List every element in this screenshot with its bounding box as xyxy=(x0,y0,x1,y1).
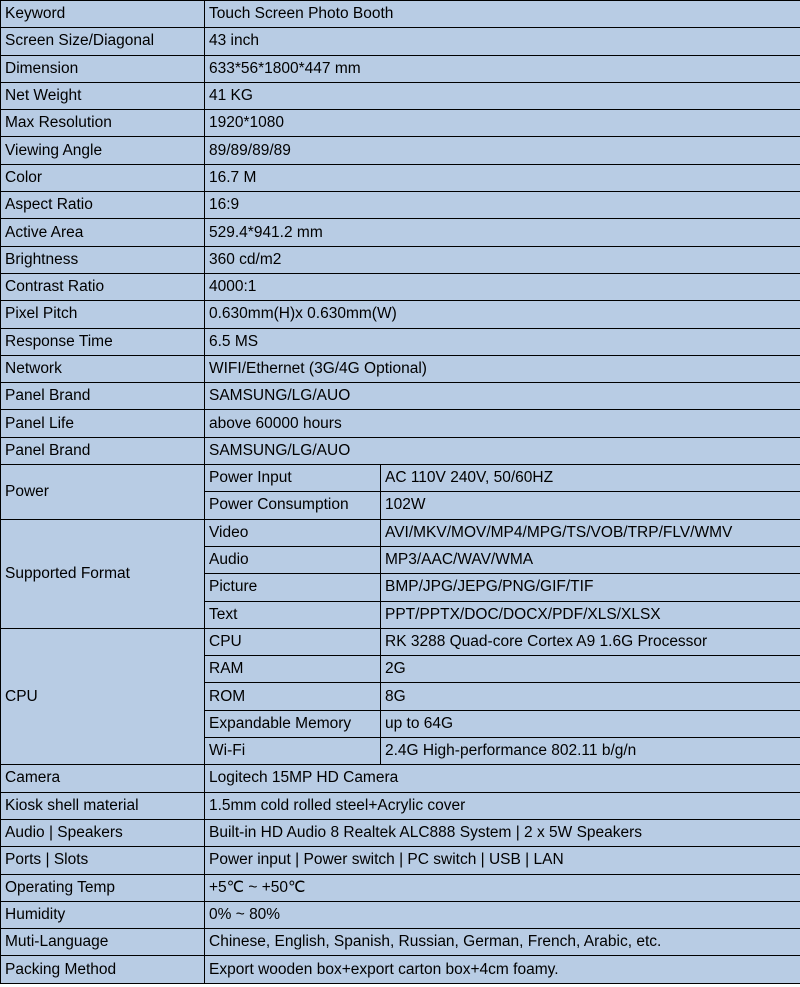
spec-sub-value: 2G xyxy=(381,656,800,683)
spec-row xyxy=(1,383,800,410)
spec-value: above 60000 hours xyxy=(205,410,800,437)
spec-label: Contrast Ratio xyxy=(1,273,205,300)
spec-row xyxy=(1,901,800,928)
spec-row xyxy=(1,847,800,874)
spec-group-label: CPU xyxy=(1,628,205,764)
spec-label: Panel Brand xyxy=(1,383,205,410)
spec-sub-label: Text xyxy=(205,601,381,628)
spec-value: WIFI/Ethernet (3G/4G Optional) xyxy=(205,355,800,382)
spec-label: Pixel Pitch xyxy=(1,301,205,328)
spec-value: 1920*1080 xyxy=(205,110,800,137)
spec-label: Brightness xyxy=(1,246,205,273)
spec-group-row xyxy=(1,628,800,655)
spec-sub-value: BMP/JPG/JEPG/PNG/GIF/TIF xyxy=(381,574,800,601)
spec-row xyxy=(1,819,800,846)
spec-row xyxy=(1,273,800,300)
spec-label: Color xyxy=(1,164,205,191)
spec-label: Viewing Angle xyxy=(1,137,205,164)
spec-group-label: Supported Format xyxy=(1,519,205,628)
spec-value: +5℃ ~ +50℃ xyxy=(205,874,800,901)
spec-label: Keyword xyxy=(1,1,205,28)
spec-sub-label: Power Input xyxy=(205,465,381,492)
spec-label: Operating Temp xyxy=(1,874,205,901)
spec-row xyxy=(1,792,800,819)
spec-sub-value: RK 3288 Quad-core Cortex A9 1.6G Processor xyxy=(381,628,800,655)
spec-group-label: Power xyxy=(1,465,205,520)
spec-sub-label: ROM xyxy=(205,683,381,710)
spec-row xyxy=(1,246,800,273)
spec-label: Dimension xyxy=(1,55,205,82)
spec-value: Touch Screen Photo Booth xyxy=(205,1,800,28)
spec-value: Chinese, English, Spanish, Russian, German, French, Arabic, etc. xyxy=(205,929,800,956)
spec-sub-value: up to 64G xyxy=(381,710,800,737)
spec-row xyxy=(1,301,800,328)
spec-sub-value: 2.4G High-performance 802.11 b/g/n xyxy=(381,738,800,765)
spec-value: SAMSUNG/LG/AUO xyxy=(205,437,800,464)
spec-label: Audio | Speakers xyxy=(1,819,205,846)
spec-row xyxy=(1,328,800,355)
spec-sub-value: PPT/PPTX/DOC/DOCX/PDF/XLS/XLSX xyxy=(381,601,800,628)
spec-sub-label: RAM xyxy=(205,656,381,683)
spec-label: Screen Size/Diagonal xyxy=(1,28,205,55)
spec-value: 43 inch xyxy=(205,28,800,55)
spec-label: Network xyxy=(1,355,205,382)
spec-value: 89/89/89/89 xyxy=(205,137,800,164)
spec-row xyxy=(1,929,800,956)
spec-sub-value: 8G xyxy=(381,683,800,710)
spec-row xyxy=(1,355,800,382)
spec-sub-label: Wi-Fi xyxy=(205,738,381,765)
spec-value: SAMSUNG/LG/AUO xyxy=(205,383,800,410)
spec-group-row xyxy=(1,465,800,492)
spec-value: Built-in HD Audio 8 Realtek ALC888 System | 2 x 5W Speakers xyxy=(205,819,800,846)
spec-value: 6.5 MS xyxy=(205,328,800,355)
spec-sub-label: Audio xyxy=(205,546,381,573)
spec-sub-value: MP3/AAC/WAV/WMA xyxy=(381,546,800,573)
spec-label: Ports | Slots xyxy=(1,847,205,874)
spec-sub-value: AVI/MKV/MOV/MP4/MPG/TS/VOB/TRP/FLV/WMV xyxy=(381,519,800,546)
spec-value: Logitech 15MP HD Camera xyxy=(205,765,800,792)
spec-value: 1.5mm cold rolled steel+Acrylic cover xyxy=(205,792,800,819)
spec-row xyxy=(1,110,800,137)
spec-label: Active Area xyxy=(1,219,205,246)
spec-sub-label: Expandable Memory xyxy=(205,710,381,737)
spec-row xyxy=(1,82,800,109)
spec-value: 0.630mm(H)x 0.630mm(W) xyxy=(205,301,800,328)
spec-label: Response Time xyxy=(1,328,205,355)
spec-row xyxy=(1,137,800,164)
spec-value: 633*56*1800*447 mm xyxy=(205,55,800,82)
spec-row xyxy=(1,55,800,82)
spec-table-body xyxy=(1,1,800,984)
spec-sub-value: AC 110V 240V, 50/60HZ xyxy=(381,465,800,492)
spec-row xyxy=(1,164,800,191)
spec-label: Aspect Ratio xyxy=(1,192,205,219)
spec-label: Max Resolution xyxy=(1,110,205,137)
spec-value: 16.7 M xyxy=(205,164,800,191)
spec-value: Export wooden box+export carton box+4cm foamy. xyxy=(205,956,800,983)
spec-group-row xyxy=(1,519,800,546)
spec-label: Packing Method xyxy=(1,956,205,983)
spec-value: 0% ~ 80% xyxy=(205,901,800,928)
spec-label: Panel Brand xyxy=(1,437,205,464)
spec-value: 4000:1 xyxy=(205,273,800,300)
spec-value: Power input | Power switch | PC switch | USB | LAN xyxy=(205,847,800,874)
spec-label: Muti-Language xyxy=(1,929,205,956)
spec-value: 41 KG xyxy=(205,82,800,109)
spec-row xyxy=(1,437,800,464)
spec-row xyxy=(1,410,800,437)
spec-sub-label: Video xyxy=(205,519,381,546)
spec-row xyxy=(1,765,800,792)
spec-label: Humidity xyxy=(1,901,205,928)
spec-label: Camera xyxy=(1,765,205,792)
spec-sub-value: 102W xyxy=(381,492,800,519)
spec-sub-label: Power Consumption xyxy=(205,492,381,519)
spec-sub-label: CPU xyxy=(205,628,381,655)
spec-row xyxy=(1,956,800,983)
spec-value: 16:9 xyxy=(205,192,800,219)
spec-sub-label: Picture xyxy=(205,574,381,601)
spec-value: 529.4*941.2 mm xyxy=(205,219,800,246)
spec-row xyxy=(1,874,800,901)
spec-row xyxy=(1,192,800,219)
spec-label: Panel Life xyxy=(1,410,205,437)
spec-row xyxy=(1,1,800,28)
spec-value: 360 cd/m2 xyxy=(205,246,800,273)
spec-row xyxy=(1,219,800,246)
spec-label: Kiosk shell material xyxy=(1,792,205,819)
spec-label: Net Weight xyxy=(1,82,205,109)
spec-row xyxy=(1,28,800,55)
